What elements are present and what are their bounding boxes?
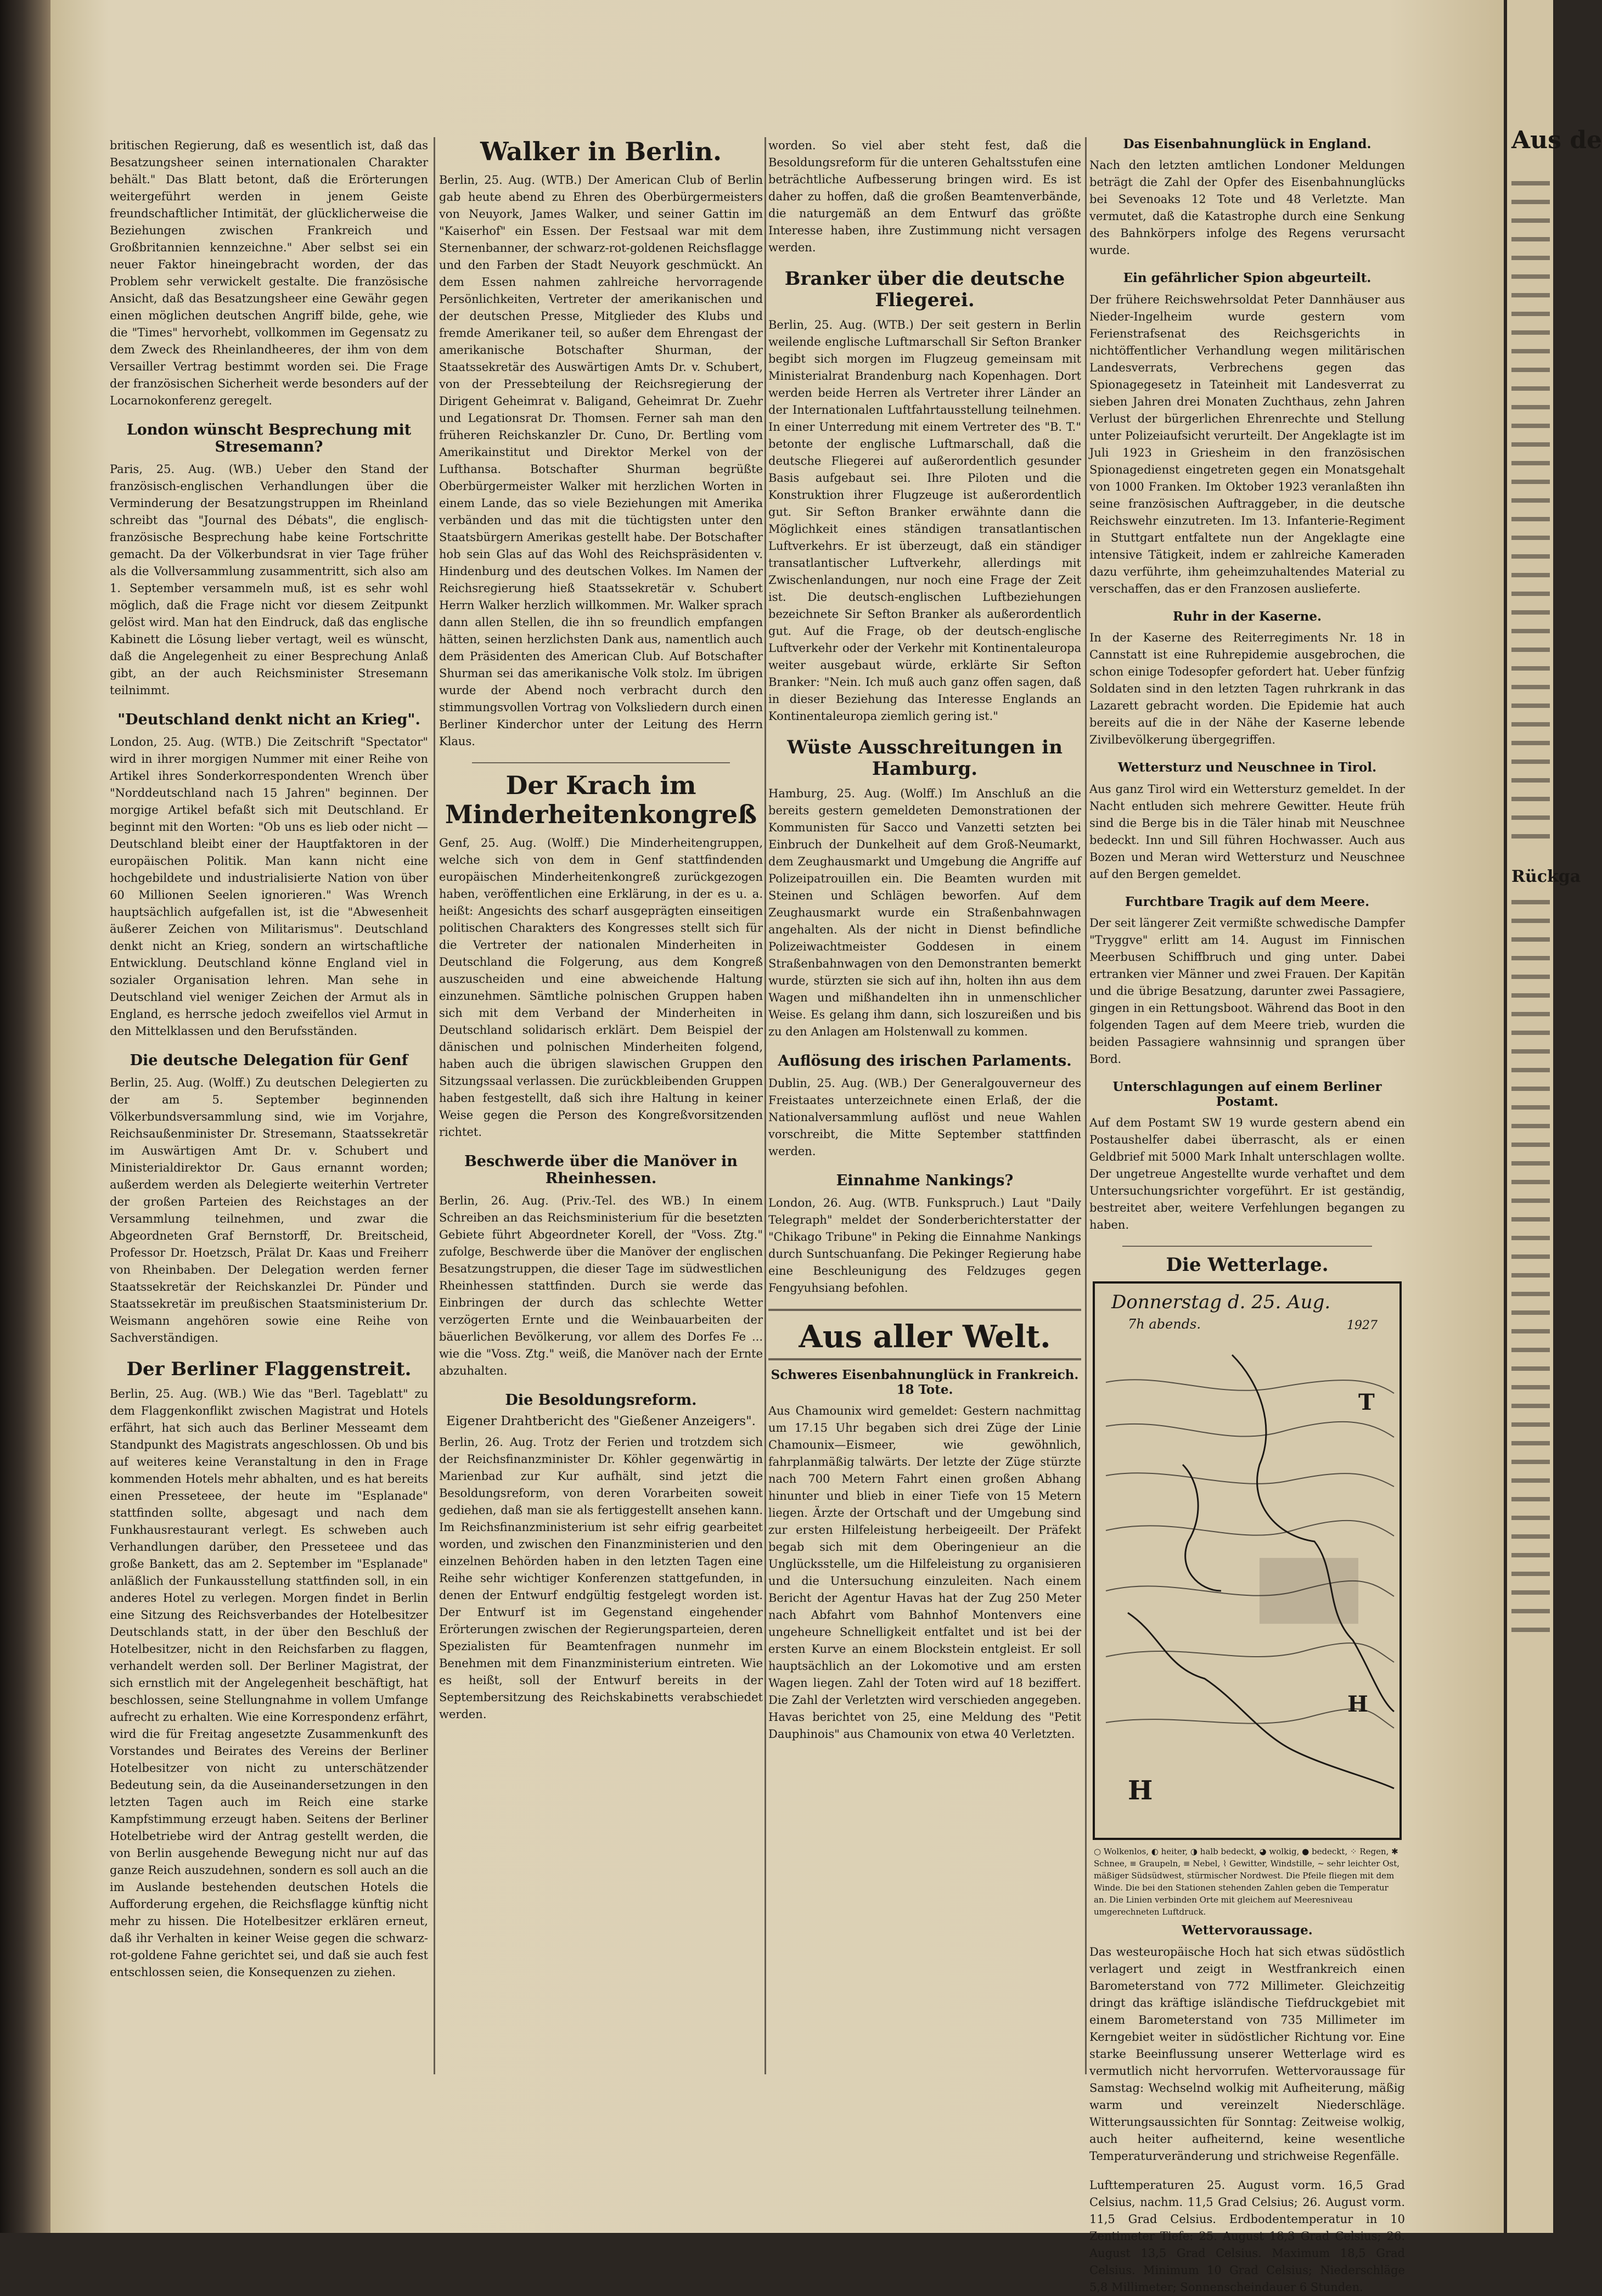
article-text: Berlin, 26. Aug. Trotz der Ferien und trotzdem sich der Reichsfinanzminister Dr. Köhler gegenwärtig in Marienbad zur Kur aufhält, sind jetzt die Besoldungsreform, von deren Vorarbeiten soweit gediehen, daß man sie als fertiggestellt ansehen kann. Im Reichsfinanzministerium ist sehr eifrig gearbeitet worden, und zwischen den Finanzministerien und den einzelnen Behörden haben in den letzten Tagen eine Reihe sehr wichtiger Konferenzen stattgefunden, in denen der Entwurf endgültig festgelegt worden ist. Der Entwurf ist im Gegenstand eingehender Erörterungen zwischen der Regierungsparteien, deren Spezialisten für Beamtenfragen nunmehr im Benehmen mit dem Finanzministerium eintreten. Wie es heißt, soll der Entwurf bereits in der Septembersitzung des Reichskabinetts verabschiedet werden. <box>439 1436 763 1721</box>
article-text: Genf, 25. Aug. (Wolff.) Die Minderheitengruppen, welche sich von dem in Genf stattfindenden europäischen Minderheitenkongreß zurückgezogen haben, veröffentlichen eine Erklärung, in der es u. a. heißt: Angesichts des scharf ausgeprägten einseitigen politischen Charakters des Kongresses stellt sich für die Vertreter der nationalen Minderheiten in Deutschland die Folgerung, aus dem Kongreß auszuscheiden und eine abweichende Haltung einzunehmen. Sämtliche polnischen Gruppen haben sich mit dem Verband der Minderheiten in Deutschland solidarisch erklärt. Dem Beispiel der dänischen und polnischen Minderheiten folgend, haben auch die übrigen slawischen Gruppen den Sitzungssaal verlassen. Die zurückbleibenden Gruppen haben festgestellt, daß sich ihre Haltung in keiner Weise gegen die Person des Kongreßvorsitzenden richtet. <box>439 836 763 1139</box>
article <box>768 1172 1081 1297</box>
article-subheading: Eigener Drahtbericht des "Gießener Anzeigers". <box>446 1414 756 1428</box>
article-text: London, 25. Aug. (WTB.) Die Zeitschrift "Spectator" wird in ihrer morgigen Nummer mit einer Reihe von Artikel ihres Sonderkorrespondenten Wrench über "Norddeutschland nach 15 Jahren" beginnen. Der morgige Artikel befaßt sich mit Deutschland. Er beginnt mit den Worten: "Ob uns es lieb oder nicht — Deutschland bleibt einer der Hauptfaktoren in der europäischen Politik. Man kann nicht eine hochgebildete und industrialisierte Nation von über 60 Millionen Seelen ignorieren." Was Wrench hauptsächlich aufgefallen ist, ist die "Abwesenheit äußerer Zeichen von Militarismus". Deutschland denkt nicht an Krieg, sondern an wirtschaftliche Entwicklung. Deutschland könne England viel in sozialer Organisation lehren. Man sehe in Deutschland viel weniger Zeichen der Armut als in England, es herrsche jedoch zweifellos viel Armut in den Mittelklassen und den Berufsständen. <box>110 735 428 1038</box>
article-heading: Die Besoldungsreform. <box>505 1391 697 1409</box>
article-heading: Der Berliner Flaggenstreit. <box>126 1358 412 1381</box>
separator <box>472 762 730 763</box>
weather-map-legend: ○ Wolkenlos, ◐ heiter, ◑ halb bedeckt, ◕ wolkig, ● bedeckt, ⁘ Regen, ✱ Schnee, ≡ Graupeln, ≡ Nebel, ⌇ Gewitter, Windstille, ~ sehr leichter Ost, mäßiger Südsüdwest, stürmischer Nordwest. Die Pfeile fliegen mit dem Winde. Die bei den Stationen stehenden Zahlen geben die Temperatur an. Die Linien verbinden Orte mit gleichem auf Meeresniveau umgerechneten Luftdruck. <box>1094 1847 1400 1917</box>
adjacent-page-title: Aus de <box>1511 126 1602 154</box>
article-heading: Unterschlagungen auf einem Berliner Postamt. <box>1112 1079 1382 1109</box>
book-binding <box>0 0 50 2233</box>
article <box>1089 1080 1405 1234</box>
article-text: Paris, 25. Aug. (WB.) Ueber den Stand der französisch-englischen Verhandlungen über die Verminderung der Besatzungstruppen im Rheinland schreibt das "Journal des Débats", die englisch-französische Besprechung habe keine Fortschritte gemacht. Da der Völkerbundsrat in vier Tage früher als die Vollversammlung zusammentritt, sich also am 1. September versammeln muß, ist es sehr wohl möglich, daß die Frage nicht vor diesem Zeitpunkt gelöst wird. Man hat den Eindruck, daß das englische Kabinett die Lösung lieber vertagt, weil es wünscht, daß die Angelegenheit zu einer Besprechung Anlaß gibt, an der auch Reichsminister Stresemann teilnimmt. <box>110 463 428 697</box>
article-text: Berlin, 25. Aug. (WTB.) Der seit gestern in Berlin weilende englische Luftmarschall Sir Sefton Branker begibt sich morgen im Flugzeug gemeinsam mit Ministerialrat Brandenburg nach Kopenhagen. Dort werden beide Herren als Vertreter ihrer Länder an der Internationalen Luftfahrtausstellung teilnehmen. In einer Unterredung mit einem Vertreter des "B. T." betonte der englische Luftmarschall, daß die deutsche Fliegerei auf außerordentlich gesunder Basis aufgebaut sei. Ihre Piloten und die Konstruktion ihrer Flugzeuge ist außerordentlich gut. Sir Sefton Branker erwähnte dann die Möglichkeit eines ständigen transatlantischen Luftverkehrs. Er ist überzeugt, daß ein ständiger transatlantischer Luftverkehr, allerdings mit Zwischenlandungen, nur noch eine Frage der Zeit ist. Die deutsch-englischen Luftbeziehungen bezeichnete Sir Sefton Branker als außerordentlich gut. Auf die Frage, ob der deutsch-englische Luftverkehr oder der Verkehr mit Kontinentaleuropa weiter ausgebaut würde, erklärte Sir Sefton Branker: "Nein. Ich muß auch ganz offen sagen, daß in dieser Beziehung das Interesse Englands an Kontinentaleuropa ziemlich gering ist." <box>768 318 1081 723</box>
article-text: Hamburg, 25. Aug. (Wolff.) Im Anschluß an die bereits gestern gemeldeten Demonstrationen der Kommunisten für Sacco und Vanzetti setzten bei Einbruch der Dunkelheit auf dem Groß-Neumarkt, dem Zeughausmarkt und Umgebung die Angriffe auf Polizeipatrouillen ein. Die Beamten wurden mit Steinen und Schlägen beworfen. Auf dem Zeughausmarkt wurde ein Straßenbahnwagen angehalten. Als der nicht in Dienst befindliche Polizeiwachtmeister Goddesen in einem Straßenbahnwagen von den Demonstranten bemerkt wurde, stürzten sie sich auf ihn, holten ihn aus dem Wagen und mißhandelten ihn in unmenschlicher Weise. Es gelang ihm dann, sich loszureißen und bis zu den Anlagen am Holstenwall zu kommen. <box>768 787 1081 1039</box>
article <box>768 1368 1081 1743</box>
article <box>768 268 1081 725</box>
column-4 <box>1089 137 1405 2294</box>
article-heading: Ein gefährlicher Spion abgeurteilt. <box>1123 271 1371 286</box>
article-heading: Wettervoraussage. <box>1182 1923 1313 1938</box>
article-text: In der Kaserne des Reiterregiments Nr. 18 in Cannstatt ist eine Ruhrepidemie ausgebrochen, die schon einige Todesopfer gefordert hat. Ueber fünfzig Soldaten sind in den letzten Tagen ruhrkrank in das Lazarett gebracht worden. Die Epidemie hat auch bereits auf die in der Nähe der Kaserne lebende Zivilbevölkerung übergegriffen. <box>1089 631 1405 747</box>
column-rule <box>765 137 766 2074</box>
article <box>1089 2177 1405 2296</box>
column-2 <box>439 137 763 1735</box>
weather-map-year: 1927 <box>1347 1319 1378 1333</box>
article-text: Dublin, 25. Aug. (WB.) Der Generalgouverneur des Freistaates unterzeichnete einen Erlaß, der die Nationalversammlung auflöst und neue Wahlen vorschreibt, die Mitte September stattfinden werden. <box>768 1077 1081 1158</box>
article-text: Berlin, 25. Aug. (Wolff.) Zu deutschen Delegierten zu der am 5. September beginnenden Völkerbundsversammlung sind, wie im Vorjahre, Reichsaußenminister Dr. Stresemann, Staatssekretär im Auswärtigen Amt Dr. v. Schubert und Ministerialdirektor Dr. Gaus ernannt worden; außerdem werden als Delegierte weiterhin Vertreter der großen Parteien des Reichstages an der Versammlung teilnehmen, und zwar die Abgeordneten Graf Bernstorff, Dr. Breitscheid, Professor Dr. Hoetzsch, Prälat Dr. Kaas und Freiherr von Rheinbaben. Der Delegation werden ferner Staatssekretär der Reichskanzlei Dr. Pünder und Staatssekretär im preußischen Staatsministerium Dr. Weismann angehören sowie eine Reihe von Sachverständigen. <box>110 1076 428 1345</box>
article-heading: Schweres Eisenbahnunglück in Frankreich. 18 Tote. <box>771 1368 1079 1397</box>
article-text: Auf dem Postamt SW 19 wurde gestern abend ein Postaushelfer dabei überrascht, als er einen Geldbrief mit 5000 Mark Inhalt unterschlagen wollte. Der ungetreue Angestellte wurde verhaftet und dem Untersuchungsrichter vorgeführt. Er ist geständig, bestreitet aber, weitere Verfehlungen begangen zu haben. <box>1089 1116 1405 1232</box>
article-text: britischen Regierung, daß es wesentlich ist, daß das Besatzungsheer seinen internationalen Charakter behält." Das Blatt betont, daß die Erörterungen weitergeführt werden in jenem Geiste freundschaftlicher Intimität, der glücklicherweise die Beziehungen zwischen Frankreich und Großbritannien kennzeichne." Aber selbst sei ein neuer Faktor hineingebracht worden, der das Problem sehr verwickelt gestalte. Die französische Ansicht, daß das Besatzungsheer eine Gewähr gegen einen möglichen deutschen Angriff bilde, gehe, wie die "Times" hervorhebt, vollkommen im Gegensatz zu dem Zweck des Rheinlandheeres, der ihm von dem Versailler Vertrag bestimmt worden sei. Die Frage der französischen Sicherheit werde besonders auf der Locarnokonferenz geregelt. <box>110 139 428 407</box>
separator <box>1122 1246 1372 1247</box>
article-heading: London wünscht Besprechung mit Stresemann? <box>126 421 412 456</box>
article <box>110 421 428 699</box>
article <box>768 1053 1081 1160</box>
article <box>110 1359 428 1981</box>
article <box>768 137 1081 256</box>
article-heading: Das Eisenbahnunglück in England. <box>1123 137 1371 151</box>
article-heading: Beschwerde über die Manöver in Rheinhessen. <box>464 1152 738 1187</box>
column-1 <box>110 137 428 1993</box>
article <box>439 137 763 750</box>
article <box>110 137 428 409</box>
column-rule <box>434 137 435 2074</box>
separator <box>768 1358 1081 1360</box>
svg-text:H: H <box>1347 1691 1368 1718</box>
article-heading: Einnahme Nankings? <box>836 1172 1014 1190</box>
article-text: Das westeuropäische Hoch hat sich etwas südöstlich verlagert und zeigt in Westfrankreich einen Barometerstand von 772 Millimeter. Gleichzeitig dringt das kräftige isländische Tiefdruckgebiet mit einem Barometerstand von 735 Millimeter im Kerngebiet weiter in südöstlicher Richtung vor. Eine starke Beeinflussung unserer Wetterlage wird es vermutlich nicht hervorrufen. Wettervoraussage für Samstag: Wechselnd wolkig mit Aufheiterung, mäßig warm und vereinzelt Niederschläge. Witterungsaussichten für Sonntag: Zeitweise wolkig, auch heiter aufheiternd, keine wesentliche Temperaturveränderung und strichweise Regenfälle. <box>1089 1945 1405 2163</box>
svg-text:T: T <box>1358 1389 1375 1416</box>
article-heading: Die deutsche Delegation für Genf <box>130 1052 408 1070</box>
article-text: Der seit längerer Zeit vermißte schwedische Dampfer "Tryggve" erlitt am 14. August im Finnischen Meerbusen Schiffbruch und ging unter. Dabei ertranken vier Männer und zwei Frauen. Der Kapitän und die übrige Besatzung, darunter zwei Passagiere, gingen in ein Rettungsboot. Während das Boot in den folgenden Tagen auf dem Meere trieb, wurden die beiden Passagiere wahnsinnig und sprangen über Bord. <box>1089 916 1405 1066</box>
article-heading: Walker in Berlin. <box>480 137 722 166</box>
section-title: Aus aller Welt. <box>799 1319 1051 1355</box>
article <box>1089 271 1405 597</box>
column-rule <box>1085 137 1087 2074</box>
article-heading: Ruhr in der Kaserne. <box>1173 609 1322 624</box>
article <box>439 771 763 1141</box>
adjacent-page-edge <box>1504 0 1602 2233</box>
article <box>1089 610 1405 749</box>
article <box>110 711 428 1040</box>
article-heading: "Deutschland denkt nicht an Krieg". <box>117 711 420 729</box>
article-heading: Auflösung des irischen Parlaments. <box>778 1053 1072 1070</box>
article-text: Lufttemperaturen 25. August vorm. 16,5 Grad Celsius, nachm. 11,5 Grad Celsius; 26. August vorm. 11,5 Grad Celsius. Erdbodentemperatur in 10 Zentimeter Tiefe: 25. August 18,3 Grad Celsius; 26. August 13,5 Grad Celsius. Maximum 18,5 Grad Celsius. Minimum 10 Grad Celsius; Niederschläge 5,8 Millimeter; Sonnenscheindauer 6 Stunden. <box>1089 2178 1405 2294</box>
adjacent-page-text <box>1511 181 1550 853</box>
article <box>1089 1923 1405 2164</box>
article-text: Berlin, 26. Aug. (Priv.-Tel. des WB.) In einem Schreiben an das Reichsministerium für die besetzten Gebiete führt Abgeordneter Korell, der "Voss. Ztg." zufolge, Beschwerde über die Manöver der englischen Besatzungstruppen, die dieser Tage im südwestlichen Rheinhessen stattfinden. Durch sie werde das Einbringen der durch das schlechte Wetter verzögerten Ernte und die Weinbauarbeiten der bäuerlichen Bevölkerung, vor allem des Dorfes Fe ... wie die "Voss. Ztg." weiß, die Manöver nach der Ernte abzuhalten. <box>439 1194 763 1377</box>
article <box>439 1153 763 1380</box>
svg-text:H: H <box>1128 1775 1153 1807</box>
article-text: Berlin, 25. Aug. (WTB.) Der American Club of Berlin gab heute abend zu Ehren des Oberbürgermeisters von Neuyork, James Walker, und seiner Gattin im "Kaiserhof" ein Essen. Der Festsaal war mit dem Sternenbanner, der schwarz-rot-goldenen Reichsflagge und den Farben der Stadt Neuyork geschmückt. An dem Essen nahmen zahlreiche hervorragende Persönlichkeiten, Vertreter der amerikanischen und der deutschen Presse, Mitglieder des Klubs und fremde Amerikaner teil, so außer dem Ehrengast der amerikanische Botschafter Shurman, der Staatssekretär des Auswärtigen Amts Dr. v. Schubert, von der Pressebteilung der Reichsregierung der Dirigent Geheimrat v. Baligand, Geheimrat Dr. Zuehr und Legationsrat Dr. Thomsen. Ferner sah man den früheren Reichskanzler Dr. Cuno, Dr. Bertling vom Amerikainstitut und Direktor Merkel von der Lufthansa. Botschafter Shurman begrüßte Oberbürgermeister Walker mit herzlichen Worten in einem Lande, das so viele Beziehungen mit Amerika verbänden und das mit die tüchtigsten unter den Staatsbürgern Amerikas gestellt habe. Der Botschafter hob sein Glas auf das Wohl des Reichspräsidenten v. Hindenburg und des deutschen Volkes. Im Namen der Reichsregierung hieß Staatssekretär v. Schubert Herrn Walker herzlich willkommen. Mr. Walker sprach dann allen Stellen, die ihn so freundlich empfangen hätten, seinen herzlichsten Dank aus, namentlich auch dem Präsidenten des American Club. Auf Botschafter Shurman sei das amerikanische Volk stolz. Im übrigen wurde der Abend noch verbracht durch den stimmungsvollen Vortrag von Volksliedern durch einen Berliner Kinderchor unter der Leitung des Herrn Klaus. <box>439 173 763 748</box>
article-heading: Der Krach im Minderheitenkongreß <box>445 770 757 829</box>
weather-heading: Die Wetterlage. <box>1166 1254 1329 1276</box>
article <box>1089 761 1405 882</box>
article-heading: Wettersturz und Neuschnee in Tirol. <box>1117 760 1377 775</box>
article-text: Aus Chamounix wird gemeldet: Gestern nachmittag um 17.15 Uhr begaben sich drei Züge der Linie Chamounix—Eismeer, wie gewöhnlich, fahrplanmäßig talwärts. Der letzte der Züge stürzte nach 700 Metern Fahrt einen großen Abhang hinunter und blieb in einer Tiefe von 15 Metern liegen. Ärzte der Ortschaft und der Umgebung sind zur ersten Hilfeleistung herbeigeeilt. Der Präfekt begab sich mit dem Oberingenieur an die Unglücksstelle, um die Hilfeleistung zu organisieren und die Untersuchung einzuleiten. Nach einem Bericht der Agentur Havas hat der Zug 250 Meter nach Abfahrt vom Bahnhof Montenvers eine ungeheure Schnelligkeit entfaltet und ist bei der ersten Kurve an einem Blockstein entgleist. Er soll hauptsächlich an der Lokomotive und am ersten Wagen liegen. Zahl der Toten wird auf 18 beziffert. Die Zahl der Verletzten wird verschieden angegeben. Havas berichtet von 25, eine Meldung des "Petit Dauphinois" aus Chamounix von etwa 40 Verletzten. <box>768 1404 1081 1741</box>
article <box>110 1052 428 1347</box>
article-text: London, 26. Aug. (WTB. Funkspruch.) Laut "Daily Telegraph" meldet der Sonderberichterstatter der "Chikago Tribune" in Peking die Einnahme Nankings durch Suntschuanfang. Die Pekinger Regierung habe eine Beschleunigung des Feldzuges gegen Fengyuhsiang befohlen. <box>768 1196 1081 1295</box>
column-3 <box>768 137 1081 1755</box>
article-heading: Branker über die deutsche Fliegerei. <box>784 268 1065 312</box>
article <box>439 1392 763 1723</box>
article-text: worden. So viel aber steht fest, daß die Besoldungsreform für die unteren Gehaltsstufen eine beträchtliche Aufbesserung bringen wird. Es ist daher zu hoffen, daß die großen Beamtenverbände, die naturgemäß an dem Entwurf das größte Interesse haben, ihre Zustimmung nicht versagen werden. <box>768 139 1081 254</box>
article-heading: Wüste Ausschreitungen in Hamburg. <box>787 736 1063 780</box>
article <box>1089 895 1405 1068</box>
article-text: Der frühere Reichswehrsoldat Peter Dannhäuser aus Nieder-Ingelheim wurde gestern vom Ferienstrafsenat des Reichsgerichts in nichtöffentlicher Verhandlung wegen militärischen Landesverrats, Verbrechens gegen das Spionagegesetz in Tateinheit mit Landesverrat zu sieben Jahren drei Monaten Zuchthaus, zehn Jahren Verlust der bürgerlichen Ehrenrechte und Stellung unter Polizeiaufsicht verurteilt. Der Angeklagte ist im Juli 1923 in Griesheim in den französischen Spionagedienst eingetreten gegen ein Monatsgehalt von 1000 Franken. Im Oktober 1923 veranlaßten ihn seine französischen Auftraggeber, in die deutsche Reichswehr einzutreten. Im 13. Infanterie-Regiment in Stuttgart entfaltete nun der Angeklagte eine intensive Tätigkeit, indem er zahlreiche Kameraden dazu verführte, ihm geheimzuhaltendes Material zu verschaffen, das er den Franzosen auslieferte. <box>1089 292 1405 595</box>
adjacent-page-section: Rückga <box>1511 867 1581 886</box>
weather-map-drawing <box>1095 1284 1402 1833</box>
article-text: Aus ganz Tirol wird ein Wettersturz gemeldet. In der Nacht entluden sich mehrere Gewitter. Heute früh sind die Berge bis in die Täler hinab mit Neuschnee bedeckt. Inn und Sill führen Hochwasser. Auch aus Bozen und Meran wird Wettersturz und Neuschnee auf den Bergen gemeldet. <box>1089 782 1405 881</box>
weather-map <box>1093 1281 1402 1840</box>
article-text: Berlin, 25. Aug. (WB.) Wie das "Berl. Tageblatt" zu dem Flaggenkonflikt zwischen Magistrat und Hotels erfährt, hat sich auch das Berliner Messeamt dem Standpunkt des Magistrats angeschlossen. Ob und bis auf weiteres keine Veranstaltung in den in Frage kommenden Hotels mehr abhalten, und es hat bereits einen Presseteee, der heute im "Esplanade" stattfinden sollte, abgesagt und nach dem Funkhausrestaurant verlegt. Es schweben auch Verhandlungen darüber, den Presseteee und das große Bankett, das am 2. September im "Esplanade" anläßlich der Funkausstellung stattfinden soll, in ein anderes Hotel zu verlegen. Morgen findet in Berlin eine Sitzung des Reichsverbandes der Hotelbesitzer Deutschlands statt, in der über den Beschluß der Hotelbesitzer, nicht in den Reichsfarben zu flaggen, verhandelt werden soll. Der Berliner Magistrat, der sich ernstlich mit der Angelegenheit beschäftigt, hat beschlossen, seine Stellungnahme in vollem Umfange aufrecht zu erhalten. Wie eine Korrespondenz erfährt, wird die für Freitag angesetzte Zusammenkunft des Vorstandes und Beirates des Vereins der Berliner Hotelbesitzer von nicht zu unterschätzender Bedeutung sein, da die Auseinandersetzungen in den letzten Tagen auch im Reich eine starke Kampfstimmung erzeugt haben. Seitens der Berliner Hotelbetriebe wird der Antrag gestellt werden, die von Berlin ausgehende Bewegung nicht nur auf das ganze Reich auszudehnen, sondern es soll auch an die im Auslande bestehenden deutschen Hotels die Aufforderung ergehen, die Reichsflagge künftig nicht mehr zu hissen. Die Hotelbesitzer erklären erneut, daß ihr Verhalten in keiner Weise gegen die schwarz-rot-goldene Fahne gerichtet sei, und daß sie auch fest entschlossen seien, die Konsequenzen zu ziehen. <box>110 1387 428 1979</box>
article-text: Nach den letzten amtlichen Londoner Meldungen beträgt die Zahl der Opfer des Eisenbahnunglücks bei Sevenoaks 12 Tote und 48 Verletzte. Man vermutet, daß die Katastrophe durch eine Senkung des Bahnkörpers infolge des Regens verursacht wurde. <box>1089 159 1405 257</box>
article <box>1089 137 1405 259</box>
article-heading: Furchtbare Tragik auf dem Meere. <box>1125 894 1370 909</box>
weather-map-time: 7h abends. <box>1128 1316 1201 1332</box>
adjacent-page-text <box>1511 900 1550 1646</box>
weather-map-title: Donnerstag d. 25. Aug. <box>1111 1291 1331 1314</box>
article <box>768 737 1081 1040</box>
separator <box>768 1309 1081 1311</box>
